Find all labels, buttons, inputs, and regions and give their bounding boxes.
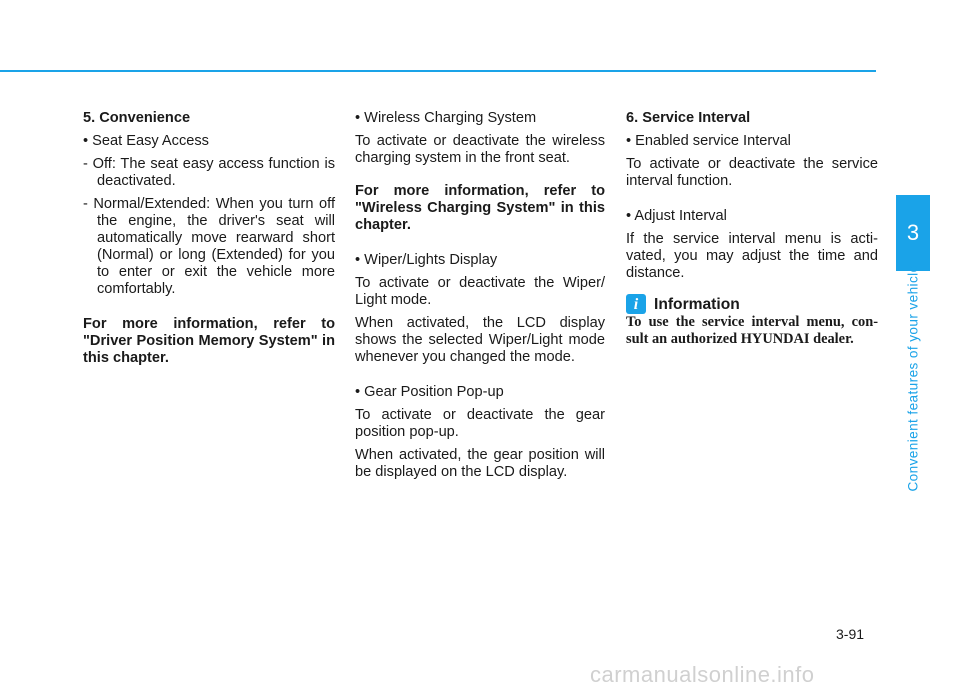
info-icon: i: [626, 294, 646, 314]
column-3: [626, 110, 878, 348]
information-text: To use the service interval menu, con- sult an authorized HYUNDAI dealer.: [626, 314, 878, 347]
item-normal-extended: - Normal/Extended: When you turn off the engine, the driver's seat will automatically move rearward short (Normal) or long (Extended) for you to enter or exit the vehicle more comfortably.: [83, 196, 335, 297]
chapter-tab: 3: [896, 195, 930, 271]
information-title: Information: [654, 295, 740, 313]
text-enabled-service-interval: To activate or deactivate the service interval function.: [626, 156, 878, 189]
text-wiper-lights-a: To activate or deactivate the Wiper/ Light mode.: [355, 275, 605, 308]
bullet-wiper-lights: • Wiper/Lights Display: [355, 252, 498, 268]
chapter-title-vertical: Convenient features of your vehicle: [905, 264, 921, 492]
column-1: [83, 110, 335, 367]
text-gear-position-b: When activated, the gear position will be displayed on the LCD display.: [355, 447, 605, 480]
information-header: [626, 294, 878, 314]
text-wiper-lights-b: When activated, the LCD display shows the selected Wiper/Light mode whenever you changed the mode.: [355, 315, 605, 365]
item-off: - Off: The seat easy access function is deactivated.: [83, 156, 335, 189]
section-heading-service-interval: 6. Service Interval: [626, 110, 751, 126]
reference-note-wireless-charging: For more information, refer to "Wireless Charging System" in this chapter.: [355, 183, 605, 233]
bullet-adjust-interval: • Adjust Interval: [626, 208, 727, 224]
column-2: [355, 110, 605, 481]
text-wireless-charging: To activate or deactivate the wireless charging system in the front seat.: [355, 133, 605, 166]
section-heading-convenience: 5. Convenience: [83, 110, 191, 126]
bullet-seat-easy-access: • Seat Easy Access: [83, 133, 209, 149]
reference-note-driver-position: For more information, refer to "Driver Position Memory System" in this chapter.: [83, 316, 335, 366]
bullet-gear-position: • Gear Position Pop-up: [355, 384, 504, 400]
text-gear-position-a: To activate or deactivate the gear position pop-up.: [355, 407, 605, 440]
bullet-wireless-charging: • Wireless Charging System: [355, 110, 537, 126]
watermark-text: carmanualsonline.info: [590, 662, 815, 687]
header-rule: [0, 70, 876, 72]
bullet-enabled-service-interval: • Enabled service Interval: [626, 133, 791, 149]
page-number: 3-91: [836, 626, 865, 642]
text-adjust-interval: If the service interval menu is acti- vated, you may adjust the time and distance.: [626, 231, 878, 281]
